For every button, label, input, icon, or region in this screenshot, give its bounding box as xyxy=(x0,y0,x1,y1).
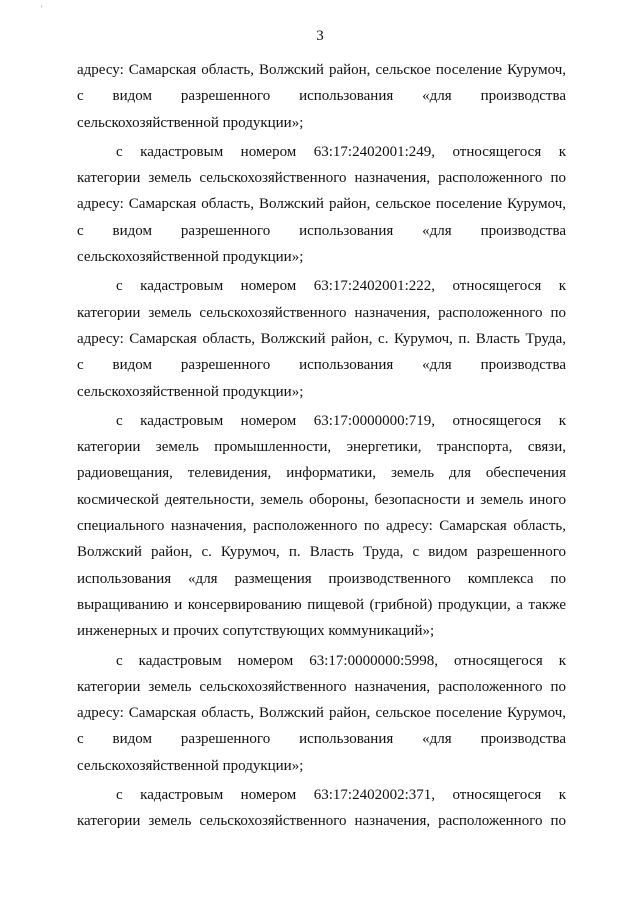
text-line: сельскохозяйственной продукции»; xyxy=(77,383,304,400)
text-line: с видом разрешенного использования «для производства xyxy=(77,88,566,105)
document-body xyxy=(77,57,566,838)
paragraph xyxy=(77,648,566,779)
text-line: сельскохозяйственной продукции»; xyxy=(77,757,304,774)
text-line: инженерных и прочих сопутствующих коммуникаций»; xyxy=(77,623,435,640)
text-line: с кадастровым номером 63:17:2402001:249, относящегося к xyxy=(116,143,566,160)
text-line: категории земель промышленности, энергетики, транспорта, связи, xyxy=(77,439,566,456)
text-line: радиовещания, телевидения, информатики, земель для обеспечения xyxy=(77,465,566,482)
text-line: с кадастровым номером 63:17:2402001:222, относящегося к xyxy=(116,278,566,295)
text-line: адресу: Самарская область, Волжский район, с. Курумоч, п. Власть Труда, xyxy=(77,330,566,347)
text-line: категории земель сельскохозяйственного назначения, расположенного по xyxy=(77,813,566,830)
text-line: специального назначения, расположенного по адресу: Самарская область, xyxy=(77,518,566,535)
text-line: сельскохозяйственной продукции»; xyxy=(77,114,304,131)
text-line: с видом разрешенного использования «для производства xyxy=(77,731,566,748)
text-line: адресу: Самарская область, Волжский район, сельское поселение Курумоч, xyxy=(77,62,566,78)
text-line: категории земель сельскохозяйственного назначения, расположенного по xyxy=(77,170,566,187)
scan-corner-mark: ' xyxy=(41,4,43,14)
text-line: космической деятельности, земель обороны, безопасности и земель иного xyxy=(77,491,566,508)
paragraph xyxy=(77,139,566,270)
paragraph xyxy=(77,57,566,136)
text-line: с кадастровым номером 63:17:2402002:371, относящегося к xyxy=(116,787,566,804)
paragraph xyxy=(77,782,566,835)
text-line: с кадастровым номером 63:17:0000000:5998, относящегося к xyxy=(116,652,566,669)
text-line: сельскохозяйственной продукции»; xyxy=(77,249,304,266)
text-line: категории земель сельскохозяйственного назначения, расположенного по xyxy=(77,678,566,695)
text-line: с видом разрешенного использования «для производства xyxy=(77,357,566,374)
page-number: 3 xyxy=(316,28,324,44)
text-line: с видом разрешенного использования «для производства xyxy=(77,222,566,239)
text-line: категории земель сельскохозяйственного назначения, расположенного по xyxy=(77,304,566,321)
text-line: использования «для размещения производственного комплекса по xyxy=(77,570,566,587)
paragraph xyxy=(77,273,566,404)
text-line: с кадастровым номером 63:17:0000000:719, относящегося к xyxy=(116,412,566,429)
paragraph xyxy=(77,408,566,645)
text-line: Волжский район, с. Курумоч, п. Власть Труда, с видом разрешенного xyxy=(77,544,566,561)
text-line: адресу: Самарская область, Волжский район, сельское поселение Курумоч, xyxy=(77,196,566,213)
text-line: выращиванию и консервированию пищевой (грибной) продукции, а также xyxy=(77,596,566,613)
text-line: адресу: Самарская область, Волжский район, сельское поселение Курумоч, xyxy=(77,705,566,722)
